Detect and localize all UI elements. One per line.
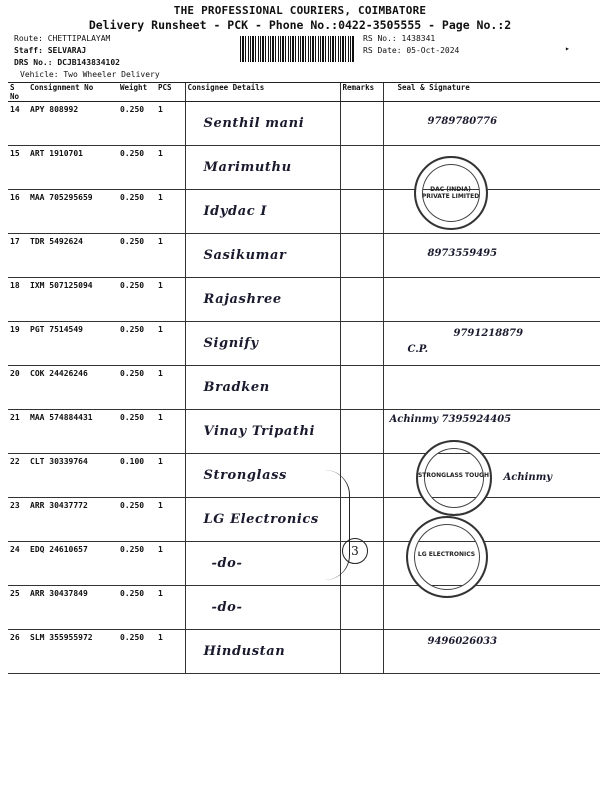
consignment-cell: MAA 705295659 (28, 190, 118, 234)
weight-cell: 0.250 (118, 234, 156, 278)
col-pcs: PCS (156, 83, 185, 102)
consignee-handwriting: LG Electronics (203, 512, 319, 527)
table-row (8, 278, 600, 322)
weight-cell: 0.250 (118, 190, 156, 234)
consignee-cell (185, 498, 340, 542)
sno-cell: 26 (8, 630, 28, 674)
signature-handwriting: 9791218879 (453, 328, 524, 339)
consignment-cell: SLM 355955972 (28, 630, 118, 674)
consignee-handwriting: -do- (211, 556, 243, 571)
pcs-cell: 1 (156, 410, 185, 454)
signature-cell (383, 630, 600, 674)
pcs-cell: 1 (156, 234, 185, 278)
cp-handwriting: C.P. (407, 344, 429, 355)
consignee-handwriting: Rajashree (203, 292, 282, 307)
weight-cell: 0.250 (118, 146, 156, 190)
consignment-cell: ARR 30437772 (28, 498, 118, 542)
grouping-brace (325, 470, 350, 580)
consignee-handwriting: Vinay Tripathi (203, 424, 316, 439)
consignment-cell: ARR 30437849 (28, 586, 118, 630)
consignee-cell (185, 190, 340, 234)
table-row (8, 410, 600, 454)
pcs-cell: 1 (156, 586, 185, 630)
pen-mark: ▸ (565, 44, 570, 53)
col-weight: Weight (118, 83, 156, 102)
consignment-cell: COK 24426246 (28, 366, 118, 410)
consignee-cell (185, 454, 340, 498)
consignee-cell (185, 146, 340, 190)
pcs-cell: 1 (156, 322, 185, 366)
consignment-cell: APY 808992 (28, 102, 118, 146)
weight-cell: 0.250 (118, 410, 156, 454)
remarks-cell (340, 102, 383, 146)
signature-cell (383, 102, 600, 146)
table-row (8, 234, 600, 278)
staff-label: Staff: SELVARAJ (14, 46, 87, 55)
table-row (8, 146, 600, 190)
consignee-handwriting: Signify (203, 336, 259, 351)
sno-cell: 18 (8, 278, 28, 322)
weight-cell: 0.250 (118, 366, 156, 410)
signature-handwriting: 8973559495 (427, 248, 498, 259)
sno-cell: 21 (8, 410, 28, 454)
consignee-cell (185, 102, 340, 146)
signature-cell (383, 278, 600, 322)
pcs-cell: 1 (156, 366, 185, 410)
stronglass-seal-stamp: STRONGLASS TOUGH (416, 440, 492, 516)
weight-cell: 0.250 (118, 322, 156, 366)
table-row (8, 102, 600, 146)
pcs-cell: 1 (156, 102, 185, 146)
weight-cell: 0.100 (118, 454, 156, 498)
sno-cell: 25 (8, 586, 28, 630)
table-row (8, 454, 600, 498)
route-label: Route: CHETTIPALAYAM (14, 34, 111, 43)
remarks-cell (340, 146, 383, 190)
signature-cell (383, 542, 600, 586)
weight-cell: 0.250 (118, 630, 156, 674)
col-remarks: Remarks (340, 83, 383, 102)
runsheet-table (8, 82, 600, 674)
signature-cell (383, 366, 600, 410)
consignee-cell (185, 410, 340, 454)
weight-cell: 0.250 (118, 542, 156, 586)
weight-cell: 0.250 (118, 586, 156, 630)
col-consignee: Consignee Details (185, 83, 340, 102)
table-row (8, 630, 600, 674)
table-header (8, 83, 600, 102)
signature-handwriting: 9496026033 (427, 636, 498, 647)
sno-cell: 14 (8, 102, 28, 146)
signature-cell (383, 190, 600, 234)
barcode-image (240, 36, 355, 62)
remarks-cell (340, 630, 383, 674)
sno-cell: 22 (8, 454, 28, 498)
consignment-cell: MAA 574884431 (28, 410, 118, 454)
consignee-handwriting: Idydac I (203, 204, 268, 219)
signature-handwriting: 9789780776 (427, 116, 498, 127)
consignee-cell (185, 278, 340, 322)
consignee-handwriting: Marimuthu (203, 160, 292, 175)
consignee-cell (185, 542, 340, 586)
drs-number: DRS No.: DCJB143834102 (14, 58, 120, 67)
consignee-handwriting: Hindustan (203, 644, 286, 659)
vehicle-label: Vehicle: Two Wheeler Delivery (20, 70, 160, 79)
weight-cell: 0.250 (118, 498, 156, 542)
remarks-cell (340, 322, 383, 366)
pcs-cell: 1 (156, 146, 185, 190)
pcs-cell: 1 (156, 454, 185, 498)
remarks-cell (340, 190, 383, 234)
signature-handwriting: Achinmy 7395924405 (389, 414, 512, 425)
table-row (8, 498, 600, 542)
sno-cell: 15 (8, 146, 28, 190)
pcs-cell: 1 (156, 190, 185, 234)
sno-cell: 17 (8, 234, 28, 278)
sno-cell: 24 (8, 542, 28, 586)
consignment-cell: CLT 30339764 (28, 454, 118, 498)
table-row (8, 542, 600, 586)
consignee-cell (185, 586, 340, 630)
consignee-cell (185, 322, 340, 366)
table-row (8, 586, 600, 630)
remarks-cell (340, 234, 383, 278)
pcs-cell: 1 (156, 630, 185, 674)
sno-cell: 23 (8, 498, 28, 542)
consignment-cell: PGT 7514549 (28, 322, 118, 366)
consignee-handwriting: Stronglass (203, 468, 287, 483)
remarks-cell (340, 278, 383, 322)
remarks-cell (340, 586, 383, 630)
consignment-cell: IXM 507125094 (28, 278, 118, 322)
signature-handwriting: Achinmy (503, 472, 553, 483)
remarks-cell (340, 366, 383, 410)
sno-cell: 20 (8, 366, 28, 410)
col-consignment: Consignment No (28, 83, 118, 102)
consignment-cell: ART 1910701 (28, 146, 118, 190)
rs-number: RS No.: 1438341 (363, 34, 436, 43)
weight-cell: 0.250 (118, 278, 156, 322)
sno-cell: 19 (8, 322, 28, 366)
company-seal-stamp: DAC (INDIA) PRIVATE LIMITED (414, 156, 488, 230)
company-title: THE PROFESSIONAL COURIERS, COIMBATORE (173, 4, 427, 17)
runsheet-subtitle: Delivery Runsheet - PCK - Phone No.:0422-3505555 - Page No.:2 (88, 18, 512, 32)
signature-cell (383, 322, 600, 366)
circled-count-note: 3 (342, 538, 368, 564)
signature-cell (383, 410, 600, 454)
rs-date: RS Date: 05-Oct-2024 (363, 46, 460, 55)
sno-cell: 16 (8, 190, 28, 234)
remarks-cell (340, 410, 383, 454)
consignment-cell: TDR 5492624 (28, 234, 118, 278)
signature-cell (383, 234, 600, 278)
pcs-cell: 1 (156, 278, 185, 322)
consignee-cell (185, 366, 340, 410)
col-sno: S No (8, 83, 28, 102)
consignee-cell (185, 630, 340, 674)
pcs-cell: 1 (156, 498, 185, 542)
signature-cell (383, 586, 600, 630)
table-row (8, 190, 600, 234)
signature-cell (383, 454, 600, 498)
weight-cell: 0.250 (118, 102, 156, 146)
consignee-handwriting: -do- (211, 600, 243, 615)
consignee-cell (185, 234, 340, 278)
table-row (8, 322, 600, 366)
lg-seal-stamp: LG ELECTRONICS (406, 516, 488, 598)
table-row (8, 366, 600, 410)
pcs-cell: 1 (156, 542, 185, 586)
consignee-handwriting: Sasikumar (203, 248, 287, 263)
consignee-handwriting: Bradken (203, 380, 270, 395)
consignment-cell: EDQ 24610657 (28, 542, 118, 586)
col-seal: Seal & Signature (383, 83, 600, 102)
signature-cell (383, 146, 600, 200)
consignee-handwriting: Senthil mani (203, 116, 305, 131)
